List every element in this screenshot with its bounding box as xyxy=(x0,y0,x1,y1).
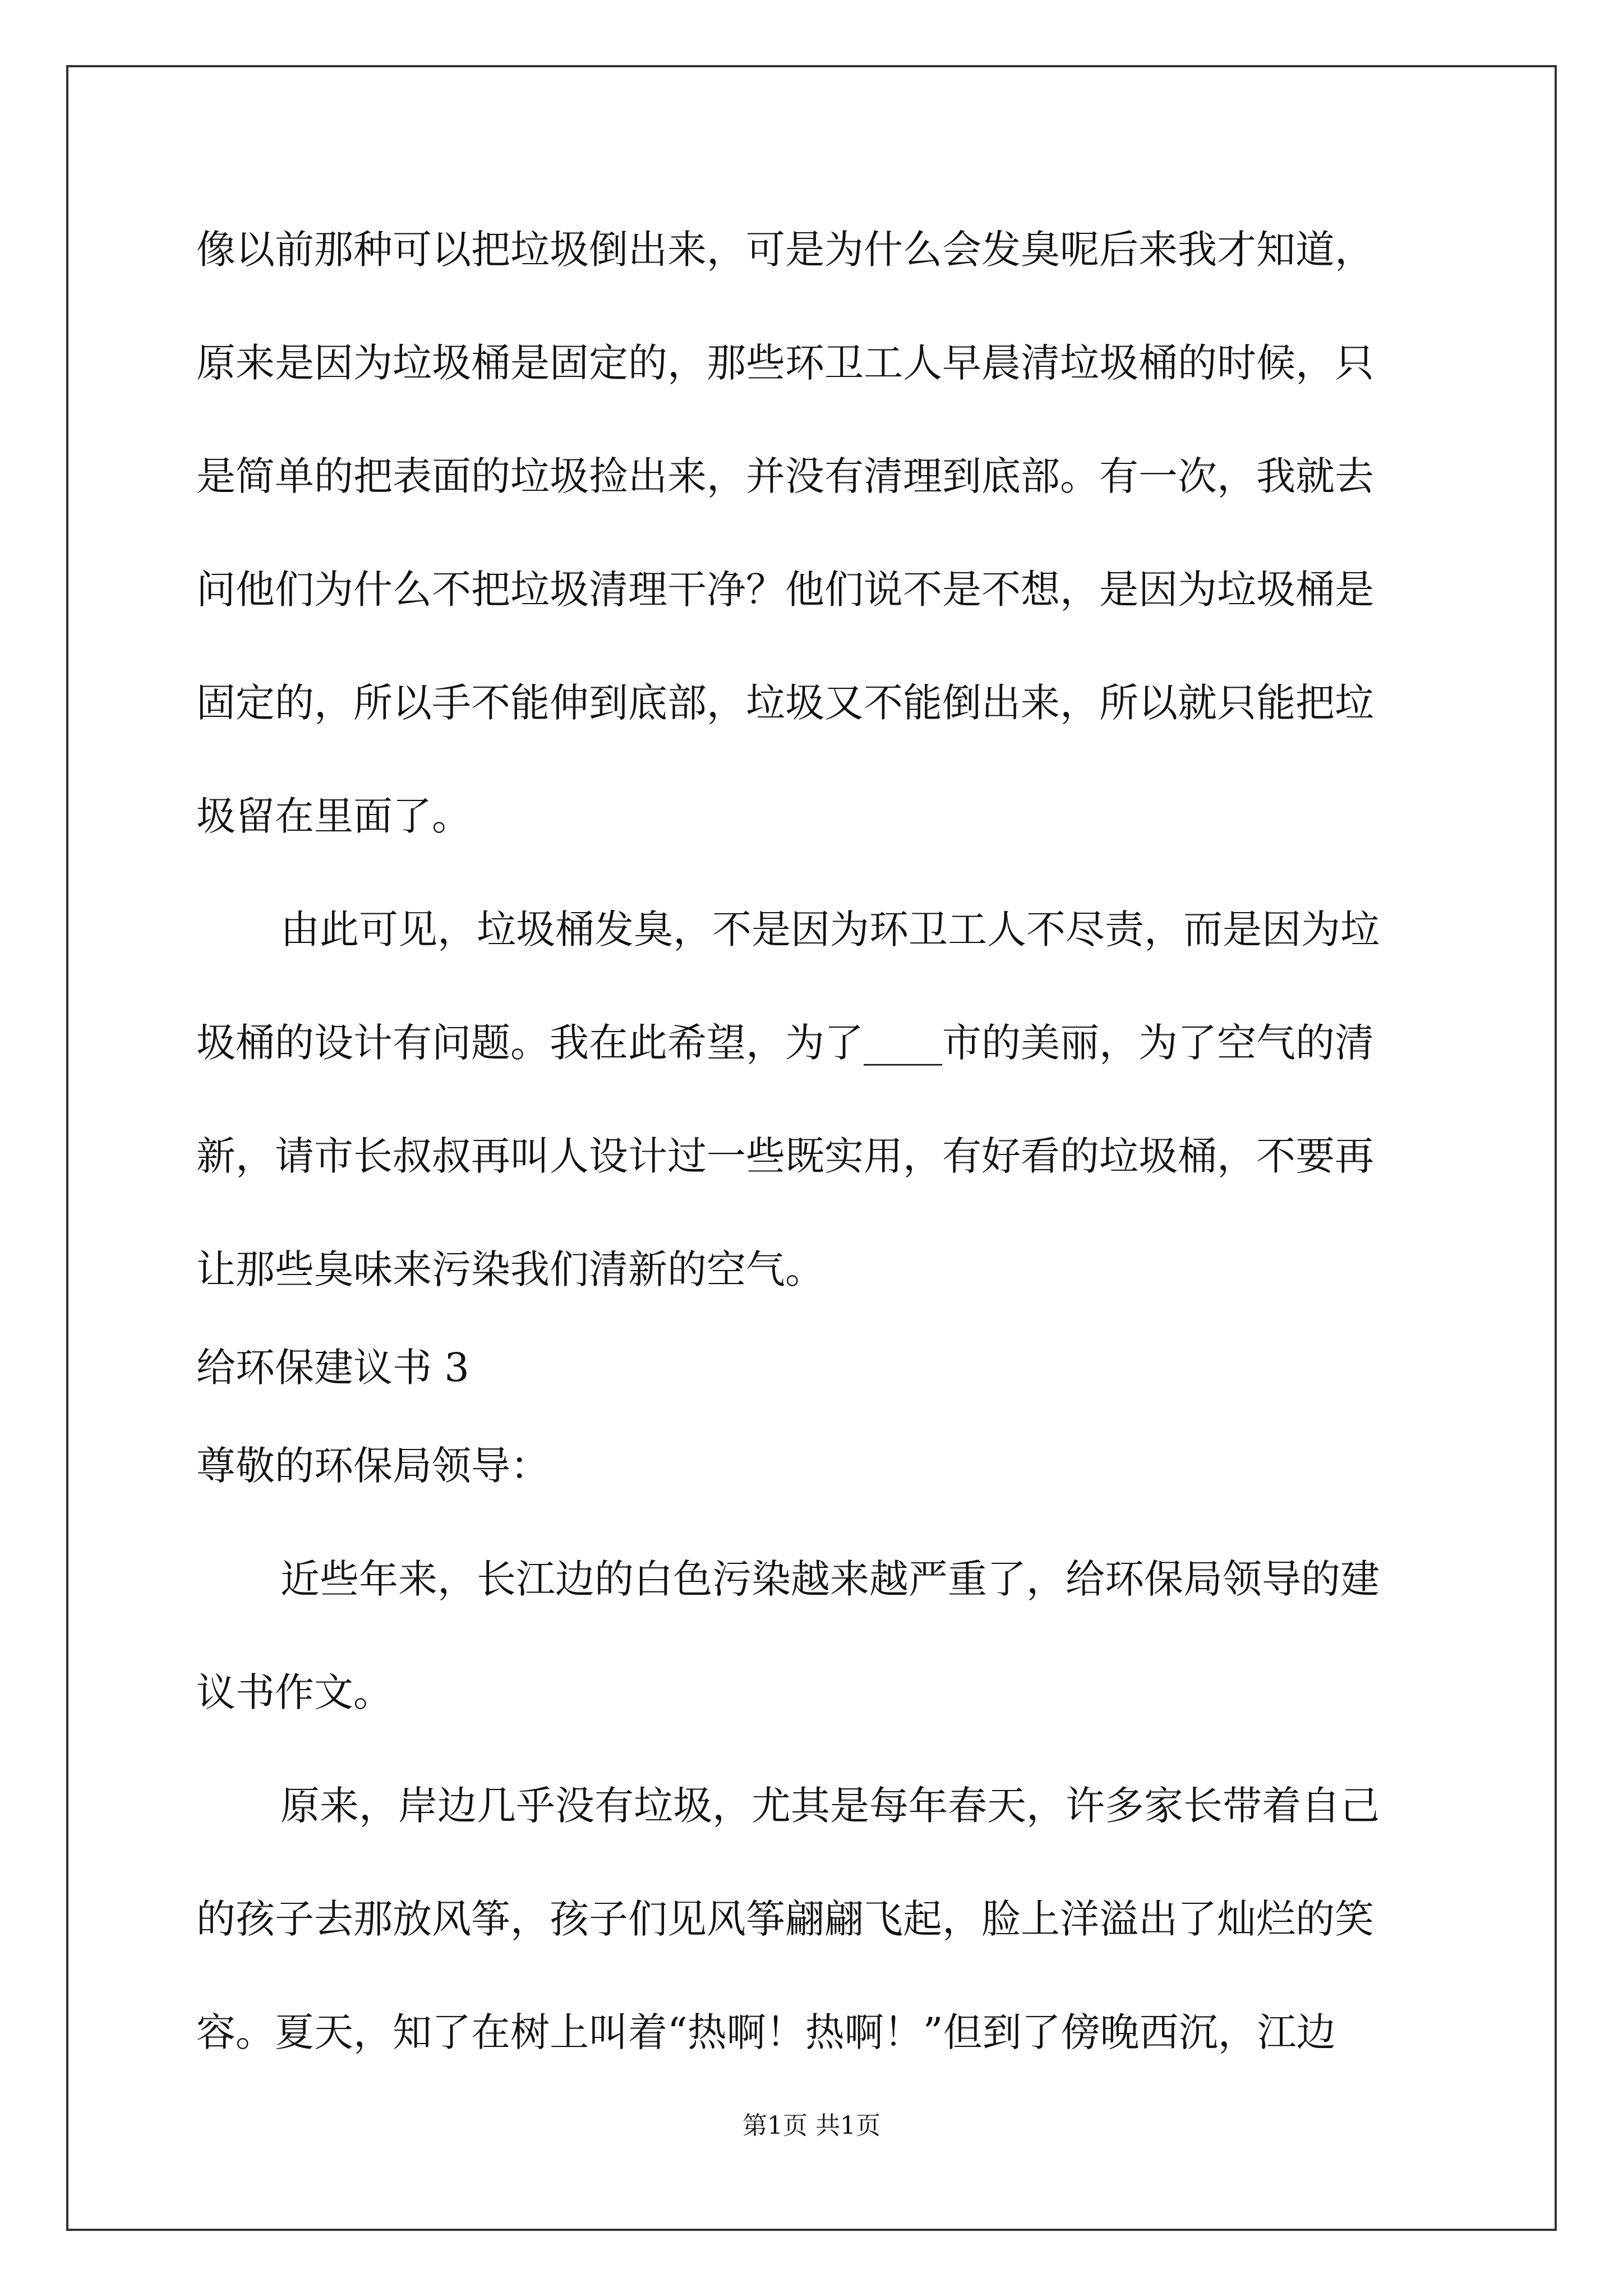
text-line: 固定的，所以手不能伸到底部，垃圾又不能倒出来，所以就只能把垃 xyxy=(196,680,1374,726)
text-line: 像以前那种可以把垃圾倒出来，可是为什么会发臭呢后来我才知道， xyxy=(196,227,1374,273)
text-line: 由此可见，垃圾桶发臭，不是因为环卫工人不尽责，而是因为垃 xyxy=(280,907,1380,953)
text-line: 原来，岸边几乎没有垃圾，尤其是每年春天，许多家长带着自己 xyxy=(280,1783,1380,1829)
text-line: 让那些臭味来污染我们清新的空气。 xyxy=(196,1246,824,1292)
page-footer: 第1页 共1页 xyxy=(743,2111,880,2140)
text-line: 是简单的把表面的垃圾捡出来，并没有清理到底部。有一次，我就去 xyxy=(196,453,1374,499)
text-line: 原来是因为垃圾桶是固定的，那些环卫工人早晨清垃圾桶的时候，只 xyxy=(196,340,1374,386)
text-line: 圾留在里面了。 xyxy=(196,793,471,839)
text-line: 给环保建议书 3 xyxy=(196,1345,469,1391)
text-line: 容。夏天，知了在树上叫着“热啊！热啊！”但到了傍晚西沉，江边 xyxy=(196,2009,1336,2055)
document-body xyxy=(196,216,1430,2112)
text-line: 尊敬的环保局领导： xyxy=(196,1443,550,1489)
text-line: 新，请市长叔叔再叫人设计过一些既实用，有好看的垃圾桶，不要再 xyxy=(196,1133,1374,1179)
text-line: 近些年来，长江边的白色污染越来越严重了，给环保局领导的建 xyxy=(280,1556,1380,1602)
text-line: 议书作文。 xyxy=(196,1669,393,1715)
text-line: 问他们为什么不把垃圾清理干净？他们说不是不想，是因为垃圾桶是 xyxy=(196,567,1374,613)
text-line: 的孩子去那放风筝，孩子们见风筝翩翩飞起，脸上洋溢出了灿烂的笑 xyxy=(196,1896,1374,1942)
text-line: 圾桶的设计有问题。我在此希望，为了____市的美丽，为了空气的清 xyxy=(196,1020,1374,1066)
